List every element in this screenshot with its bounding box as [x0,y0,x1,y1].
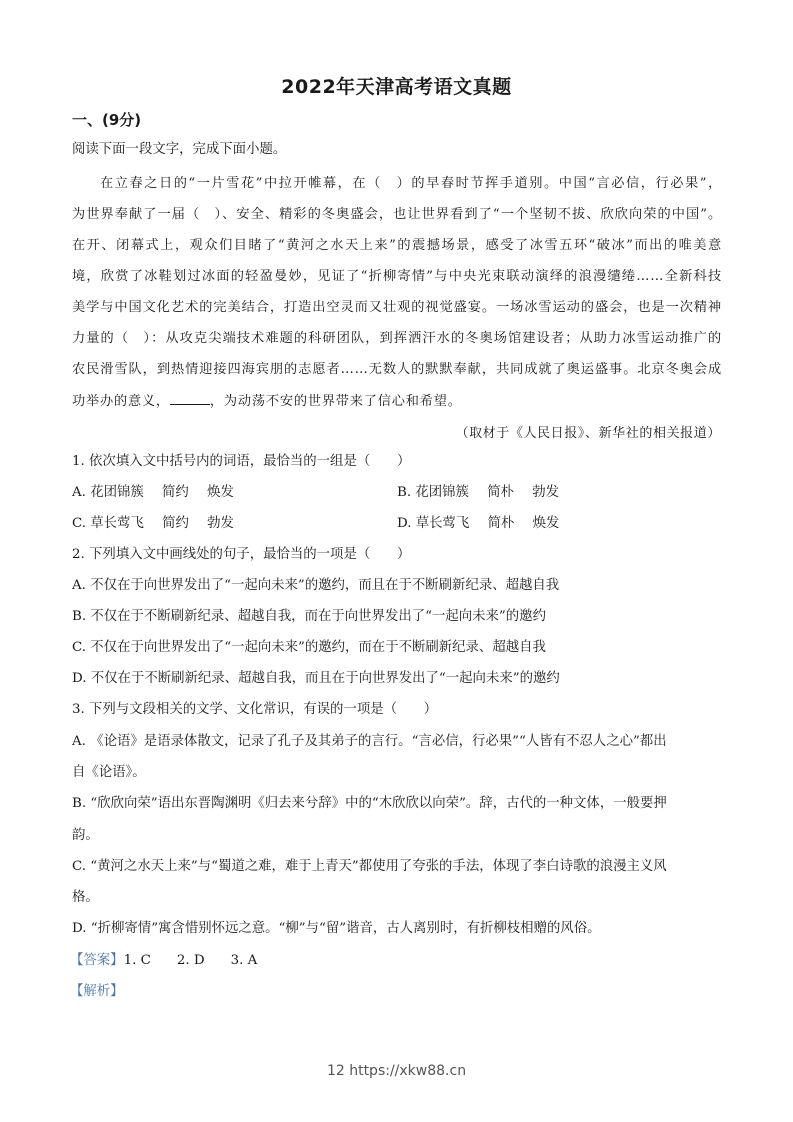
option-label: C. [72,640,87,655]
analysis-tag: 【解析】 [70,984,124,999]
question-2-option-c [72,638,546,658]
option-part: 花团锦簇 [90,485,144,500]
option-label: B. [72,609,87,624]
option-text: 不仅在于向世界发出了“一起向未来”的邀约，而在于不断刷新纪录、超越自我 [90,640,546,655]
option-part: 焕发 [532,516,560,531]
option-label: A. [72,485,86,500]
option-part: 简朴 [487,485,514,500]
option-part: 简朴 [487,516,515,531]
instruction-text: 阅读下面一段文字，完成下面小题。 [72,142,287,157]
passage-line: 境，欣赏了冰鞋划过冰面的轻盈曼妙，见证了“折柳寄情”与中央光束联动演绎的浪漫缱绻……全新科技 [72,269,722,284]
question-3-option-b-cont: 韵。 [72,828,99,843]
page-title: 2022年天津高考语文真题 [281,76,512,98]
option-label: A. [72,734,86,749]
option-label: B. [72,796,87,811]
question-3-option-c [72,857,667,877]
option-label: D. [72,921,87,936]
passage-line: 在开、闭幕式上，观众们目睹了“黄河之水天上来”的震撼场景，感受了冰雪五环“破冰”而出的唯美意 [72,238,722,253]
question-1-option-a [72,483,234,503]
option-text: 不仅在于不断刷新纪录、超越自我，而且在于向世界发出了“一起向未来”的邀约 [90,671,560,686]
option-part: 焕发 [207,485,234,500]
option-label: C. [72,859,87,874]
option-text: “欣欣向荣”语出东晋陶渊明《归去来兮辞》中的“木欣欣以向荣”。辞，古代的一种文体，一般要押 [90,796,667,811]
question-3-stem: 3. 下列与文段相关的文学、文化常识，有误的一项是（ ） [72,702,438,717]
section-heading: 一、(9分) [72,111,142,129]
answer-item: 2. D [176,953,205,968]
option-part: 花团锦簇 [415,485,469,500]
page-footer: 12 https://xkw88.cn [326,1063,467,1079]
answer-tag: 【答案】 [70,953,124,968]
passage-line: 农民滑雪队，到热情迎接四海宾朋的志愿者……无数人的默默奉献，共同成就了奥运盛事。北京冬奥会成 [72,362,722,377]
question-1-option-d [397,514,559,534]
option-text: 不仅在于向世界发出了“一起向未来”的邀约，而且在于不断刷新纪录、超越自我 [90,578,560,593]
question-2-stem: 2. 下列填入文中画线处的句子，最恰当的一项是（ ） [72,547,411,562]
option-label: D. [397,516,412,531]
option-label: A. [72,578,86,593]
option-part: 草长莺飞 [415,516,470,531]
passage-text: 功举办的意义， [72,394,170,409]
option-text: “黄河之水天上来”与“蜀道之难，难于上青天”都使用了夸张的手法，体现了李白诗歌的浪漫主义风 [90,859,667,874]
passage-line: 在立春之日的“一片雪花”中拉开帷幕，在（ ）的早春时节挥手道别。中国“言必信，行必果”， [100,176,722,191]
answer-line [70,951,257,971]
question-3-option-a [72,732,667,752]
option-part: 简约 [162,516,189,531]
question-1-option-b [397,483,559,503]
option-part: 勃发 [207,516,234,531]
option-label: D. [72,671,87,686]
question-3-option-a-cont: 自《论语》。 [72,765,146,780]
option-label: C. [72,516,87,531]
question-3-option-b [72,794,667,814]
option-text: 不仅在于不断刷新纪录、超越自我，而在于向世界发出了“一起向未来”的邀约 [90,609,546,624]
source-citation: （取材于《人民日报》、新华社的相关报道） [455,426,721,441]
question-2-option-a [72,576,559,596]
answer-item: 3. A [230,953,258,968]
passage-text: ，为动荡不安的世界带来了信心和希望。 [209,394,462,409]
fill-in-blank [170,392,210,405]
question-2-option-d [72,669,560,689]
option-part: 草长莺飞 [90,516,144,531]
passage-line-with-blank [72,390,722,409]
question-3-option-d [72,919,601,939]
question-1-stem: 1. 依次填入文中括号内的词语，最恰当的一组是（ ） [72,454,411,469]
passage-line: 力量的（ ）：从攻克尖端技术难题的科研团队，到挥洒汗水的冬奥场馆建设者；从助力冰雪运动推广的 [72,331,722,346]
question-2-option-b [72,607,546,627]
question-3-option-c-cont: 格。 [72,890,99,905]
option-text: “折柳寄情”寓含惜别怀远之意。“柳”与“留”谐音，古人离别时，有折柳枝相赠的风俗。 [90,921,601,936]
option-label: B. [397,485,412,500]
option-part: 勃发 [532,485,560,500]
answer-item: 1. C [123,953,151,968]
option-text: 《论语》是语录体散文，记录了孔子及其弟子的言行。“言必信，行必果”“人皆有不忍人之心”都出 [90,734,667,749]
question-1-option-c [72,514,234,534]
passage-line: 美学与中国文化艺术的完美结合，打造出空灵而又壮观的视觉盛宴。一场冰雪运动的盛会，也是一次精神 [72,300,722,315]
option-part: 简约 [162,485,189,500]
passage-line: 为世界奉献了一届（ ）、安全、精彩的冬奥盛会，也让世界看到了“一个坚韧不拔、欣欣向荣的中国”。 [72,207,722,222]
